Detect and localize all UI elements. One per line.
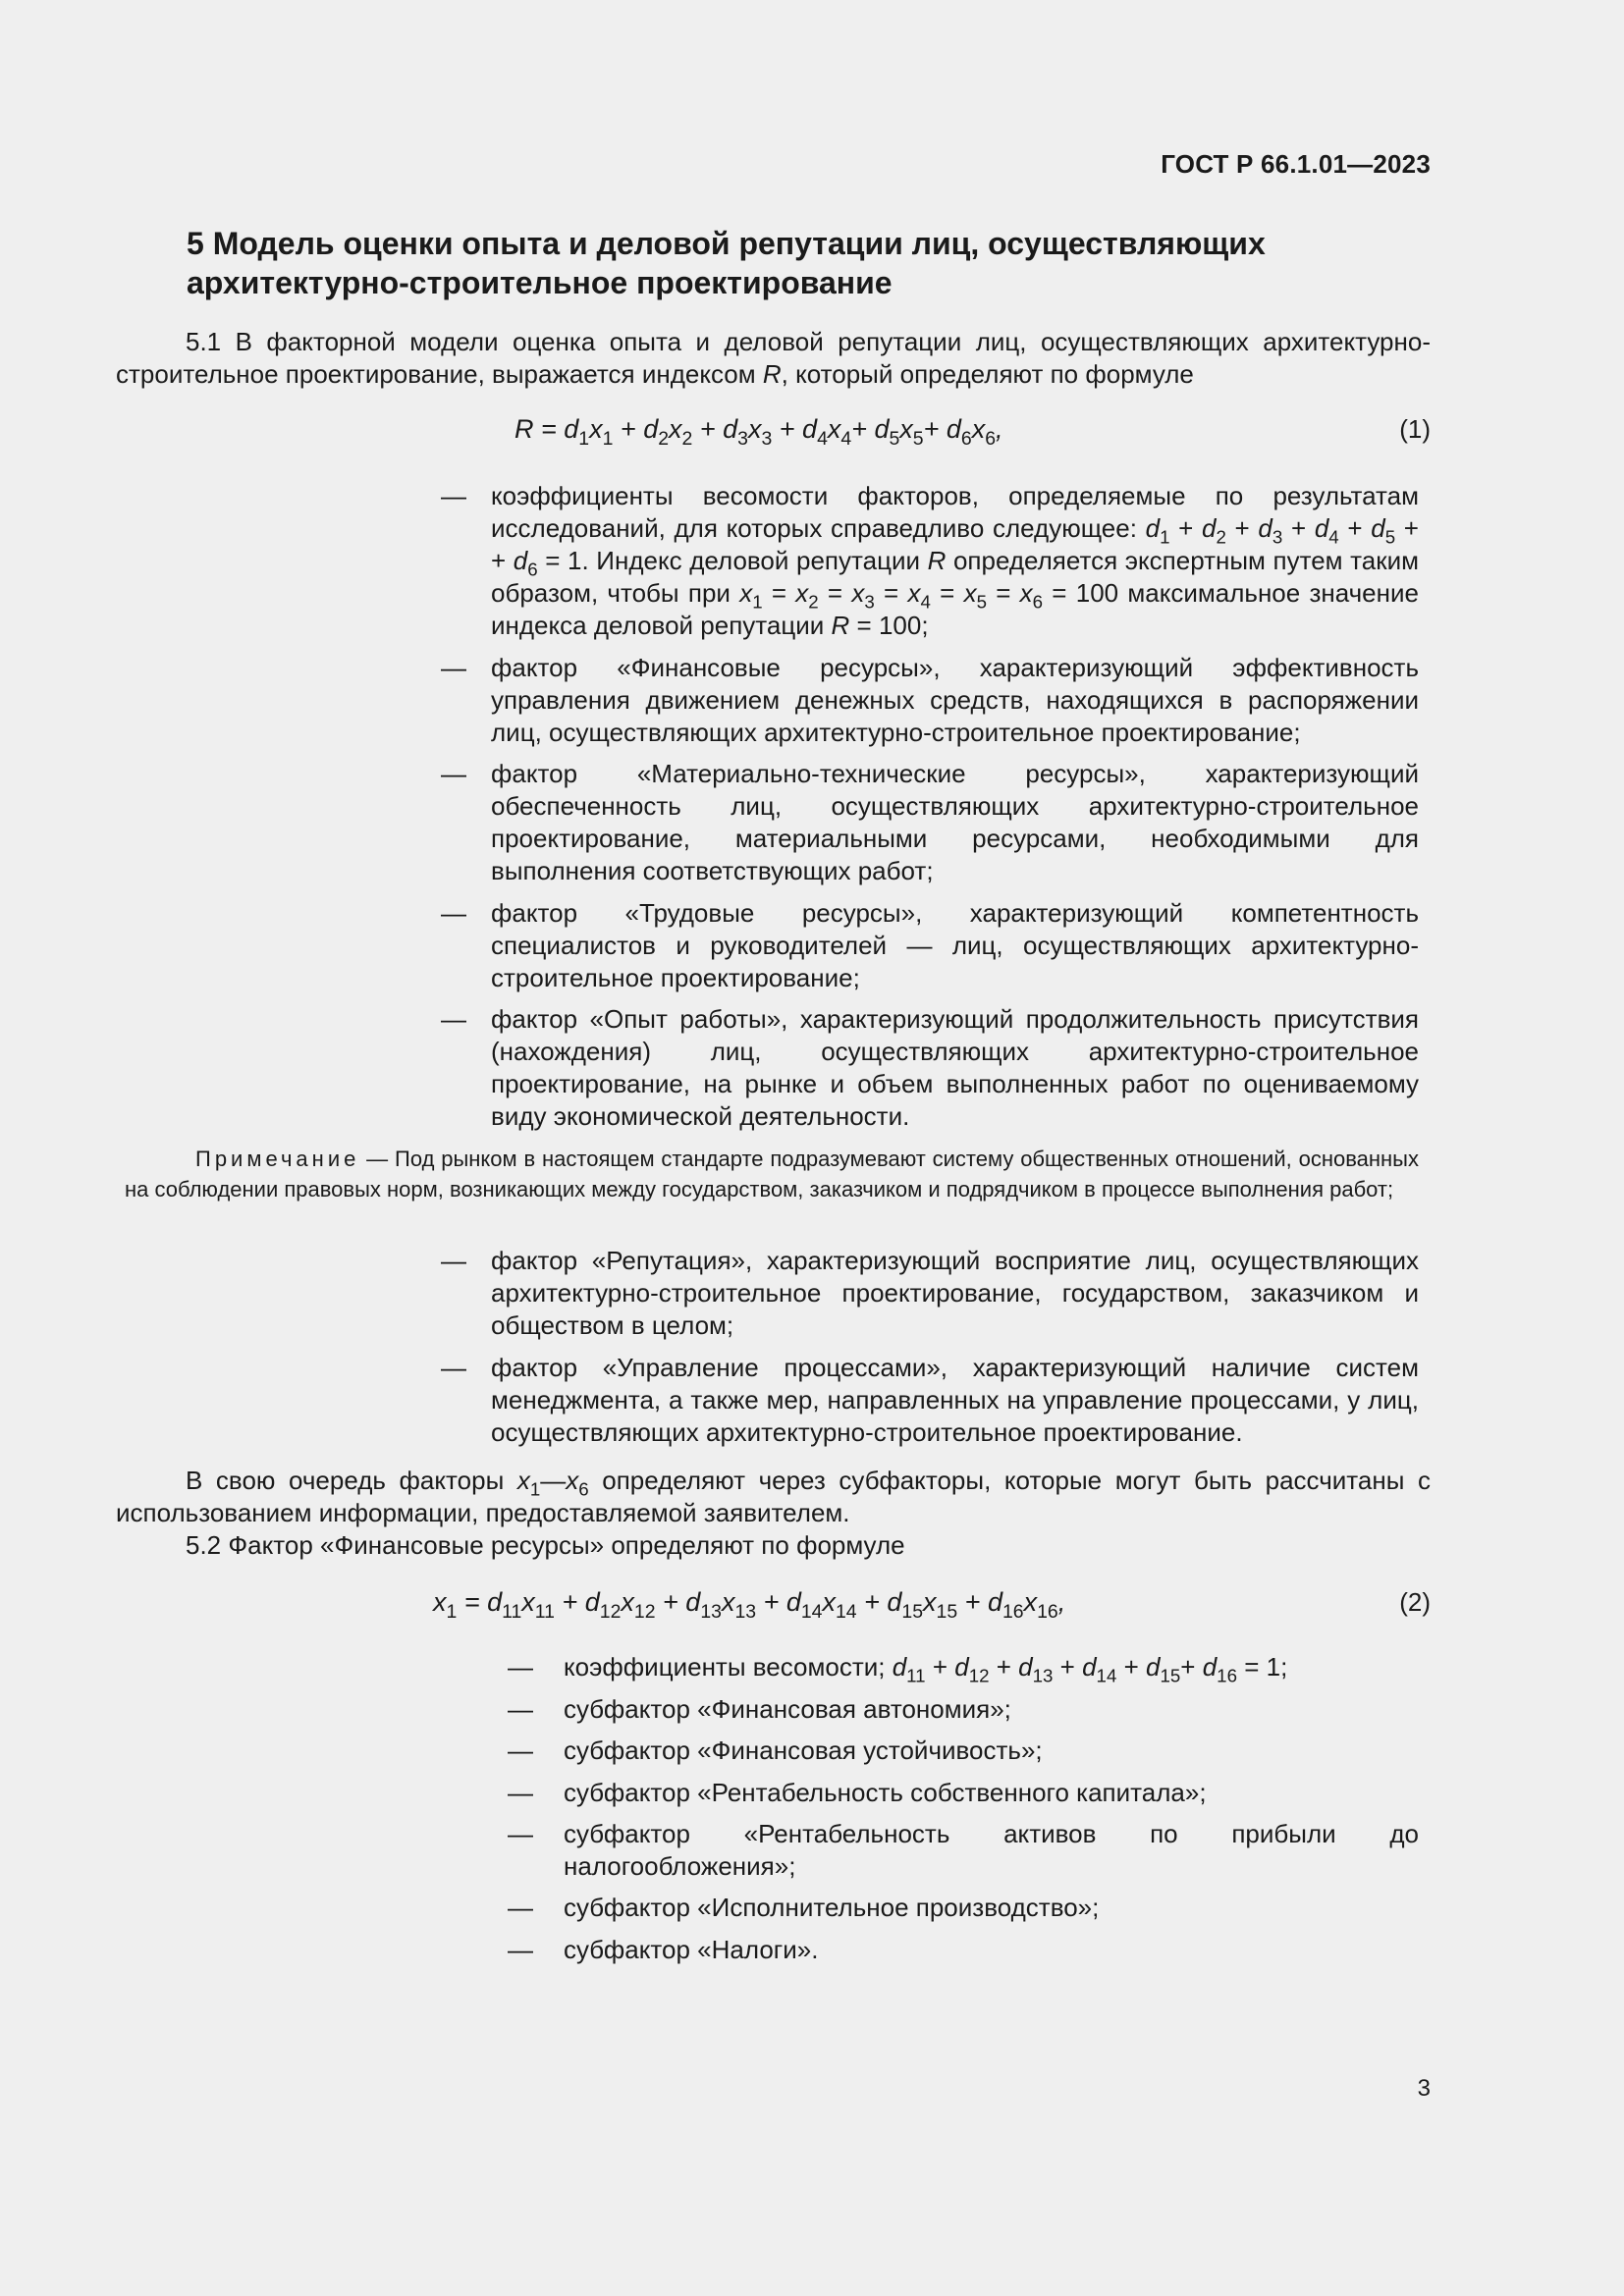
definition-description: субфактор «Финансовая устойчивость»; — [564, 1735, 1043, 1765]
formula-2: $x_1 = d_{11}x_{11} + d_{12}x_{12} + d_{13}x_{13} + d_{14}x_{14} + d_{15}x_{15} + d_{16}x_{16}$, — [433, 1587, 1066, 1623]
paragraph-subfactors-text-b: определяют через субфакторы, которые могут быть рассчитаны с использованием информации, предоставляемой заявителем. — [116, 1466, 1432, 1527]
paragraph-5-1-var: R — [762, 359, 782, 389]
definition-description: субфактор «Исполнительное производство»; — [564, 1893, 1100, 1922]
definition-dash: — — [441, 1353, 466, 1382]
definition-description: фактор «Финансовые ресурсы», характеризующий эффективность управления движением денежных средств, находящихся в распоряжении лиц, осуществляющих архитектурно-строительное проектирование; — [491, 653, 1419, 747]
paragraph-5-1-text-b: , который определяют по формуле — [781, 359, 1194, 389]
definition-description: коэффициенты весомости факторов, определяемые по результатам исследований, для которых справедливо следующее: $d_1 + d_2 + d_3 + d_4 + d_5$ + + $d_6 = 1$. Индекс деловой репутации R определяется экспертным путем таким образом, чтобы при $x_1 = x_2 = x_3 = x_4 = x_5 = x_6 = 100$ максимальное значение индекса деловой репутации R = 100; — [491, 481, 1419, 640]
section-title-line1: 5 Модель оценки опыта и деловой репутации лиц, осуществляющих — [187, 226, 1266, 261]
note-label: Примечание — [195, 1147, 360, 1171]
definition-dash: — — [441, 481, 466, 510]
formula-2-number: (2) — [1399, 1587, 1431, 1617]
paragraph-5-1-text-a: 5.1 В факторной модели оценка опыта и деловой репутации лиц, осуществляющих архитектурно-строительное проектирование, выражается индексом — [116, 327, 1431, 389]
note — [125, 1144, 1419, 1204]
section-title-line2: архитектурно-строительное проектирование — [187, 265, 893, 300]
definition-dash: — — [508, 1652, 533, 1682]
definition-description: фактор «Репутация», характеризующий восприятие лиц, осуществляющих архитектурно-строительное проектирование, государством, заказчиком и обществом в целом; — [491, 1246, 1419, 1340]
definition-dash: — — [441, 1246, 466, 1275]
definition-dash: — — [441, 1004, 466, 1034]
definition-description: субфактор «Рентабельность собственного капитала»; — [564, 1778, 1207, 1807]
note-text: — Под рынком в настоящем стандарте подразумевают систему общественных отношений, основанных на соблюдении правовых норм, возникающих между государством, заказчиком и подрядчиком в процессе выполнения работ; — [125, 1147, 1419, 1201]
definition-description: субфактор «Рентабельность активов по прибыли до налогообложения»; — [564, 1819, 1419, 1881]
section-title — [187, 224, 1434, 302]
definition-dash: — — [508, 1735, 533, 1765]
definition-dash: — — [508, 1893, 533, 1922]
definition-description: фактор «Опыт работы», характеризующий продолжительность присутствия (нахождения) лиц, осуществляющих архитектурно-строительное проектирование, на рынке и объем выполненных работ по оцениваемому виду экономической деятельности. — [491, 1004, 1419, 1131]
definition-description: субфактор «Финансовая автономия»; — [564, 1694, 1011, 1724]
definition-dash: — — [508, 1778, 533, 1807]
document-code: ГОСТ Р 66.1.01—2023 — [1161, 149, 1431, 179]
formula-1-number: (1) — [1399, 414, 1431, 444]
paragraph-5-1 — [116, 326, 1431, 391]
formula-1: $R = d_1x_1 + d_2x_2 + d_3x_3 + d_4x_4+ d_5x_5+ d_6x_6$, — [514, 414, 1003, 450]
page-number: 3 — [1417, 2075, 1431, 2102]
definition-dash: — — [508, 1694, 533, 1724]
definition-dash: — — [441, 759, 466, 788]
definition-description: коэффициенты весомости; $d_{11} + d_{12} + d_{13} + d_{14} + d_{15}+ d_{16} = 1$; — [564, 1652, 1288, 1686]
definition-dash: — — [508, 1935, 533, 1964]
definition-dash: — — [441, 653, 466, 682]
definition-description: субфактор «Налоги». — [564, 1935, 819, 1964]
paragraph-subfactors: В свою очередь факторы $x_1—x_6$ определяют через субфакторы, которые могут быть рассчитаны с использованием информации, предоставляемой заявителем. — [116, 1466, 1432, 1527]
paragraph-subfactors-text-a: В свою очередь факторы — [186, 1466, 517, 1495]
definition-dash: — — [441, 898, 466, 928]
definition-description: фактор «Материально-технические ресурсы», характеризующий обеспеченность лиц, осуществляющих архитектурно-строительное проектирование, материальными ресурсами, необходимыми для выполнения соответствующих работ; — [491, 759, 1419, 885]
definition-dash: — — [508, 1819, 533, 1848]
paragraph-5-2: 5.2 Фактор «Финансовые ресурсы» определяют по формуле — [186, 1530, 905, 1560]
definition-description: фактор «Управление процессами», характеризующий наличие систем менеджмента, а также мер, направленных на управление процессами, у лиц, осуществляющих архитектурно-строительное проектирование. — [491, 1353, 1419, 1447]
definition-description: фактор «Трудовые ресурсы», характеризующий компетентность специалистов и руководителей — лиц, осуществляющих архитектурно-строительное проектирование; — [491, 898, 1419, 992]
